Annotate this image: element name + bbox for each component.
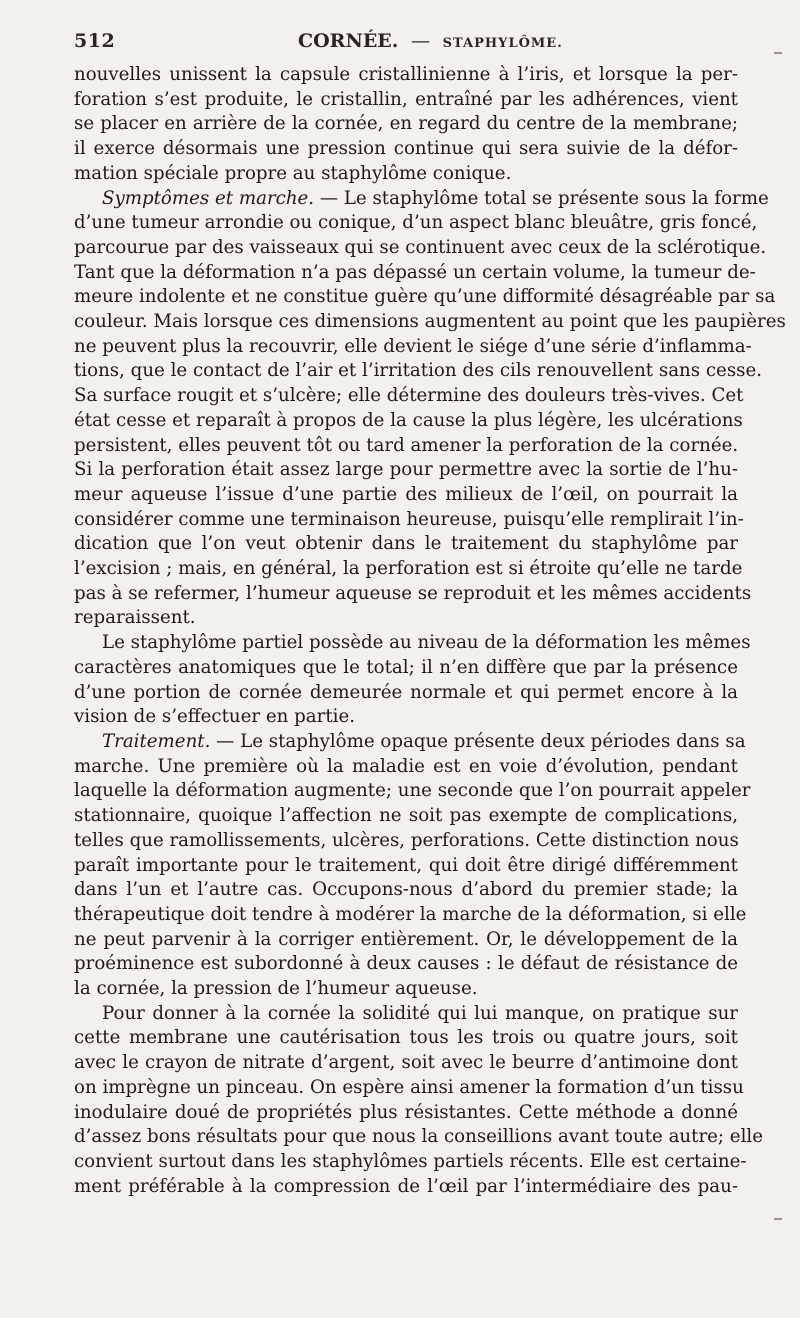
text-line: parcourue par des vaisseaux qui se continuent avec ceux de la sclérotique. — [74, 236, 767, 258]
text-line: Si la perforation était assez large pour permettre avec la sortie de l’hu- — [74, 459, 738, 481]
text-line: mation spéciale propre au staphylôme conique. — [74, 162, 512, 184]
text-line: l’excision ; mais, en général, la perforation est si étroite qu’elle ne tarde — [74, 558, 743, 580]
text-line: couleur. Mais lorsque ces dimensions augmentent au point que les paupières — [74, 311, 786, 333]
page-header — [74, 30, 738, 60]
text-line: inodulaire doué de propriétés plus résistantes. Cette méthode a donné — [74, 1101, 738, 1123]
running-title — [298, 30, 563, 52]
text-line: caractères anatomiques que le total; il n’en diffère que par la présence — [74, 656, 738, 678]
text-line: tions, que le contact de l’air et l’irritation des cils renouvellent sans cesse. — [74, 360, 763, 382]
paragraph-treatment — [74, 730, 751, 1002]
running-title-subtitle: STAPHYLÔME. — [442, 36, 563, 51]
text-line: d’une tumeur arrondie ou conique, d’un aspect blanc bleuâtre, gris foncé, — [74, 212, 758, 234]
text-line: proéminence est subordonné à deux causes : le défaut de résistance de — [74, 953, 738, 975]
text-line: considérer comme une terminaison heureuse, puisqu’elle remplirait l’in- — [74, 508, 744, 530]
paragraph-symptoms — [74, 187, 786, 632]
text-line: on imprègne un pinceau. On espère ainsi amener la formation d’un tissu — [74, 1076, 744, 1098]
text-line: Tant que la déformation n’a pas dépassé un certain volume, la tumeur de- — [74, 261, 756, 283]
text-line: avec le crayon de nitrate d’argent, soit avec le beurre d’antimoine dont — [74, 1052, 738, 1074]
text-line: marche. Une première où la maladie est en voie d’évolution, pendant — [74, 755, 738, 777]
text-line: il exerce désormais une pression continue qui sera suivie de la défor- — [74, 138, 738, 160]
text-line: d’une portion de cornée demeurée normale et qui permet encore à la — [74, 681, 738, 703]
text-line: persistent, elles peuvent tôt ou tard amener la perforation de la cornée. — [74, 434, 739, 456]
text-line: ment préférable à la compression de l’œil par l’intermédiaire des pau- — [74, 1175, 738, 1197]
text-line: état cesse et reparaît à propos de la cause la plus légère, les ulcérations — [74, 409, 743, 431]
text-line: dication que l’on veut obtenir dans le traitement du staphylôme par — [74, 533, 738, 555]
body-text — [74, 63, 786, 1199]
text-line: meure indolente et ne constitue guère qu’une difformité désagréable par sa — [74, 286, 776, 308]
paragraph-cauterization — [74, 1002, 763, 1200]
paragraph — [74, 63, 738, 187]
margin-mark — [774, 1218, 782, 1220]
text-line: paraît importante pour le traitement, qui doit être dirigé différemment — [74, 854, 738, 876]
text-line: Pour donner à la cornée la solidité qui lui manque, on pratique sur — [102, 1002, 738, 1024]
running-title-separator: — — [411, 30, 431, 52]
text-line-rest: — Le staphylôme opaque présente deux périodes dans sa — [210, 730, 746, 752]
text-line: se placer en arrière de la cornée, en regard du centre de la membrane; — [74, 113, 738, 135]
section-heading-symptoms: Symptômes et marche. — [102, 187, 315, 209]
text-line: foration s’est produite, le cristallin, entraîné par les adhérences, vient — [74, 88, 738, 110]
margin-mark — [774, 52, 782, 54]
section-heading-treatment: Traitement. — [102, 730, 211, 752]
text-line: telles que ramollissements, ulcères, perforations. Cette distinction nous — [74, 829, 739, 851]
text-line: ne peuvent plus la recouvrir, elle devient le siége d’une série d’inflamma- — [74, 335, 752, 357]
text-line: d’assez bons résultats pour que nous la conseillions avant toute autre; elle — [74, 1126, 763, 1148]
text-line: Le staphylôme partiel possède au niveau de la déformation les mêmes — [102, 632, 751, 654]
running-title-main: CORNÉE. — [298, 30, 399, 52]
text-line: stationnaire, quoique l’affection ne soit pas exempte de complications, — [74, 805, 738, 827]
text-line-rest: — Le staphylôme total se présente sous la forme — [314, 187, 769, 209]
text-line: Sa surface rougit et s’ulcère; elle détermine des douleurs très-vives. Cet — [74, 385, 744, 407]
text-line: ne peut parvenir à la corriger entièrement. Or, le développement de la — [74, 928, 738, 950]
text-line: reparaissent. — [74, 607, 196, 629]
text-line — [74, 187, 769, 212]
text-line: nouvelles unissent la capsule cristallinienne à l’iris, et lorsque la per- — [74, 64, 738, 85]
page-number: 512 — [74, 30, 116, 52]
text-line: dans l’un et l’autre cas. Occupons-nous d’abord du premier stade; la — [74, 879, 738, 901]
text-line — [74, 730, 746, 755]
text-line: meur aqueuse l’issue d’une partie des milieux de l’œil, on pourrait la — [74, 483, 738, 505]
text-line: thérapeutique doit tendre à modérer la marche de la déformation, si elle — [74, 903, 747, 925]
text-line: cette membrane une cautérisation tous les trois ou quatre jours, soit — [74, 1027, 738, 1049]
text-line: vision de s’effectuer en partie. — [74, 706, 355, 728]
text-line: la cornée, la pression de l’humeur aqueuse. — [74, 978, 478, 1000]
text-line: pas à se refermer, l’humeur aqueuse se reproduit et les mêmes accidents — [74, 582, 752, 604]
text-line: convient surtout dans les staphylômes partiels récents. Elle est certaine- — [74, 1150, 747, 1172]
paragraph-partial — [74, 631, 751, 730]
text-line: laquelle la déformation augmente; une seconde que l’on pourrait appeler — [74, 780, 751, 802]
